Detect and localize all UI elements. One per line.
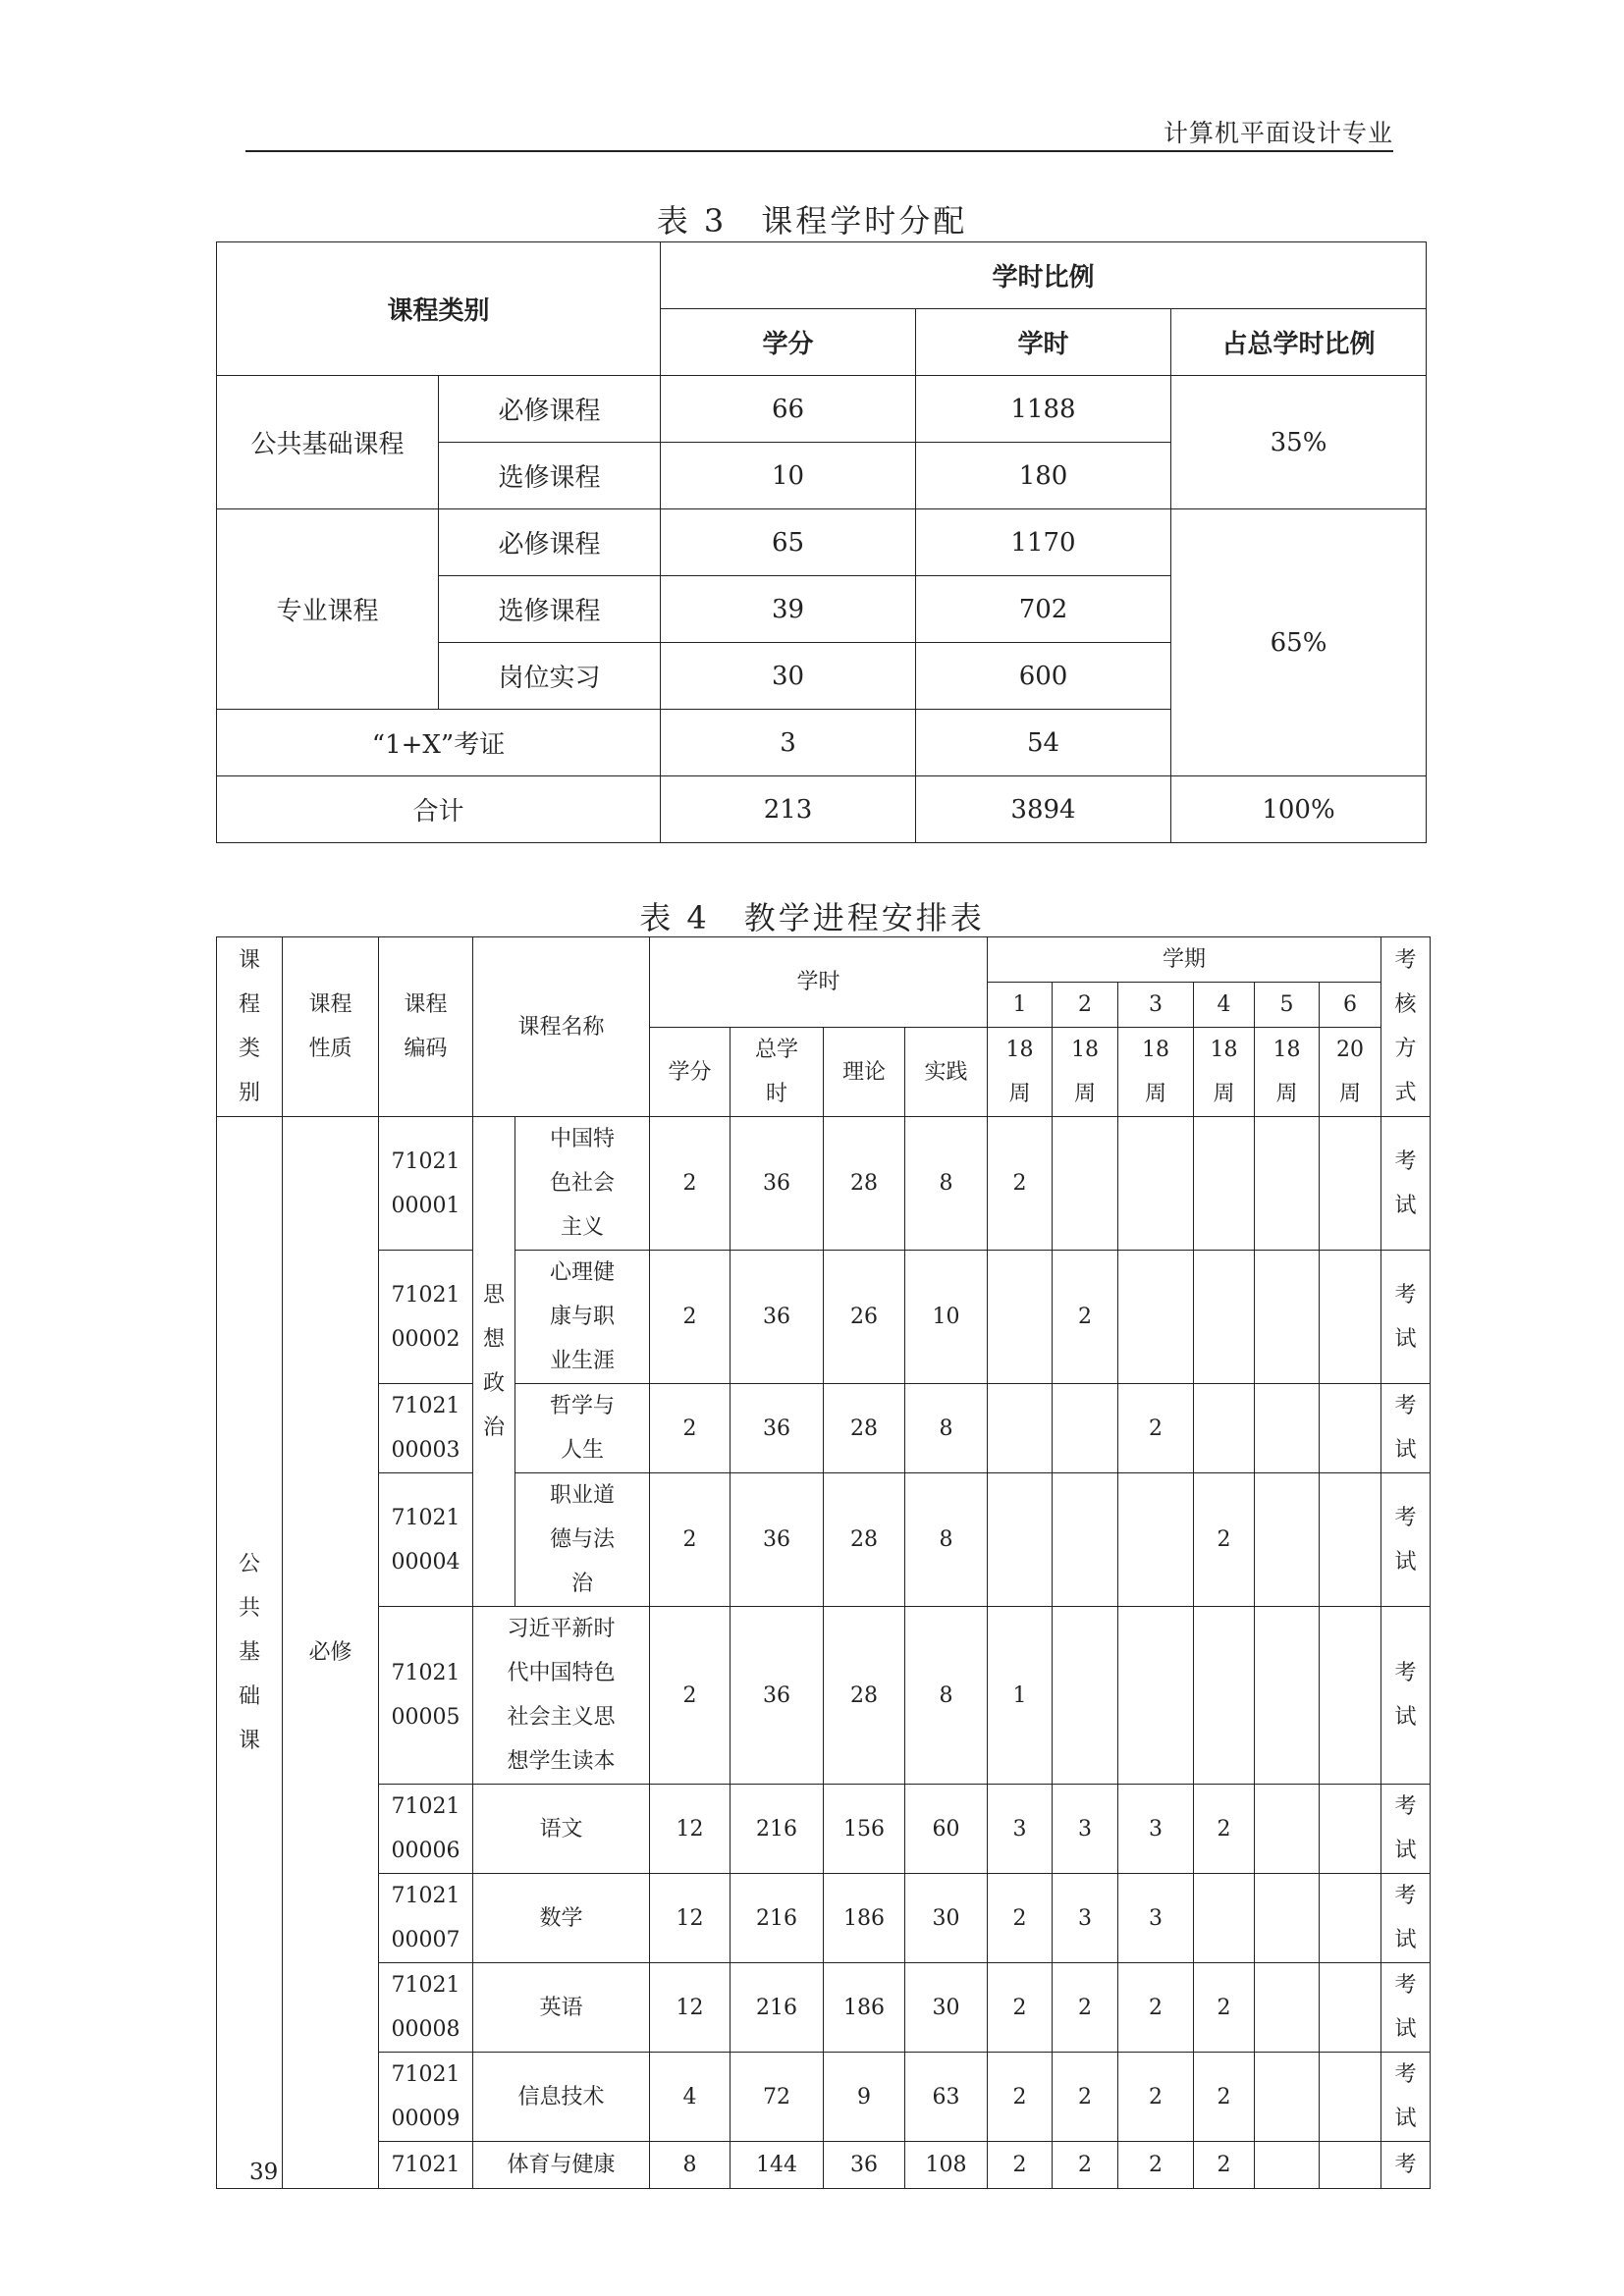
header-exam: 考 核 方 式 (1381, 937, 1431, 1117)
semester-hours-cell: 2 (988, 2142, 1053, 2189)
semester-hours-cell (1320, 1251, 1381, 1384)
theory-cell: 28 (824, 1117, 905, 1251)
theory-cell: 28 (824, 1473, 905, 1607)
semester-hours-cell (1255, 1473, 1320, 1607)
total-hours-cell: 36 (731, 1384, 824, 1473)
exam-cell: 考 试 (1381, 1251, 1431, 1384)
semester-hours-cell (1255, 1384, 1320, 1473)
header-nature: 课程 性质 (283, 937, 379, 1117)
semester-hours-cell (1194, 1384, 1255, 1473)
course-name: 中国特 色社会 主义 (515, 1117, 650, 1251)
exam-cell: 考 试 (1381, 1963, 1431, 2053)
theory-cell: 28 (824, 1607, 905, 1785)
cell-credits: 65 (661, 509, 916, 576)
header-credits: 学分 (661, 309, 916, 376)
credits-cell: 12 (650, 1963, 731, 2053)
sub-internship: 岗位实习 (439, 643, 661, 710)
header-name: 课程名称 (473, 937, 650, 1117)
cell-hours: 1170 (916, 509, 1171, 576)
semester-hours-cell (988, 1473, 1053, 1607)
semester-hours-cell (1118, 1117, 1194, 1251)
table-row (217, 1874, 1431, 1963)
cell-percent: 100% (1171, 776, 1427, 843)
credits-cell: 12 (650, 1785, 731, 1874)
exam-cell: 考 试 (1381, 1384, 1431, 1473)
cat-public-basic: 公共基础课程 (217, 376, 439, 509)
course-name: 数学 (473, 1874, 650, 1963)
credits-cell: 12 (650, 1874, 731, 1963)
semester-hours-cell (1255, 1785, 1320, 1874)
credits-cell: 4 (650, 2053, 731, 2142)
semester-hours-cell (1320, 1473, 1381, 1607)
table4-caption: 表 4 教学进程安排表 (639, 899, 985, 936)
cat-major: 专业课程 (217, 509, 439, 710)
semester-hours-cell: 2 (1053, 1251, 1118, 1384)
credits-cell: 2 (650, 1607, 731, 1785)
cell-credits: 213 (661, 776, 916, 843)
semester-hours-cell (1255, 1874, 1320, 1963)
course-code: 71021 00003 (379, 1384, 473, 1473)
semester-hours-cell: 2 (1053, 2142, 1118, 2189)
subgroup-cell: 思 想 政 治 (473, 1117, 515, 1607)
header-semester-number: 3 (1118, 983, 1194, 1028)
semester-hours-cell: 2 (1194, 1473, 1255, 1607)
semester-hours-cell: 2 (988, 2053, 1053, 2142)
cell-hours: 180 (916, 443, 1171, 509)
semester-hours-cell (1255, 2053, 1320, 2142)
cell-percent: 35% (1171, 376, 1427, 509)
course-name: 信息技术 (473, 2053, 650, 2142)
theory-cell: 36 (824, 2142, 905, 2189)
cell-credits: 3 (661, 710, 916, 776)
course-name: 习近平新时 代中国特色 社会主义思 想学生读本 (473, 1607, 650, 1785)
semester-hours-cell: 2 (1194, 1963, 1255, 2053)
course-name: 职业道 德与法 治 (515, 1473, 650, 1607)
header-semester-group: 学期 (988, 937, 1381, 983)
header-weeks: 20 周 (1320, 1028, 1381, 1117)
header-practice: 实践 (905, 1028, 988, 1117)
total-hours-cell: 36 (731, 1473, 824, 1607)
practice-cell: 30 (905, 1963, 988, 2053)
course-name: 语文 (473, 1785, 650, 1874)
header-weeks: 18 周 (1255, 1028, 1320, 1117)
semester-hours-cell: 2 (1118, 2053, 1194, 2142)
semester-hours-cell: 2 (1118, 1384, 1194, 1473)
practice-cell: 8 (905, 1384, 988, 1473)
credits-cell: 2 (650, 1473, 731, 1607)
semester-hours-cell (1320, 1384, 1381, 1473)
theory-cell: 156 (824, 1785, 905, 1874)
course-hours-table (216, 241, 1427, 843)
header-weeks: 18 周 (1118, 1028, 1194, 1117)
total-hours-cell: 216 (731, 1874, 824, 1963)
exam-cell: 考 (1381, 2142, 1431, 2189)
credits-cell: 2 (650, 1251, 731, 1384)
course-code: 71021 00005 (379, 1607, 473, 1785)
cell-hours: 1188 (916, 376, 1171, 443)
total-hours-cell: 36 (731, 1251, 824, 1384)
semester-hours-cell (1194, 1874, 1255, 1963)
header-credits: 学分 (650, 1028, 731, 1117)
table-row (217, 1607, 1431, 1785)
semester-hours-cell (1053, 1384, 1118, 1473)
exam-cell: 考 试 (1381, 1785, 1431, 1874)
header-semester-number: 5 (1255, 983, 1320, 1028)
course-code: 71021 (379, 2142, 473, 2189)
semester-hours-cell (1194, 1607, 1255, 1785)
practice-cell: 30 (905, 1874, 988, 1963)
semester-hours-cell (1255, 1607, 1320, 1785)
practice-cell: 60 (905, 1785, 988, 1874)
sub-elective: 选修课程 (439, 443, 661, 509)
semester-hours-cell (1118, 1473, 1194, 1607)
course-code: 71021 00007 (379, 1874, 473, 1963)
semester-hours-cell: 1 (988, 1607, 1053, 1785)
header-hours: 学时 (916, 309, 1171, 376)
header-category: 课程类别 (217, 242, 661, 376)
semester-hours-cell: 2 (1053, 1963, 1118, 2053)
course-name: 哲学与 人生 (515, 1384, 650, 1473)
table-row (217, 2142, 1431, 2189)
header-semester-number: 6 (1320, 983, 1381, 1028)
credits-cell: 2 (650, 1384, 731, 1473)
table-row (217, 1963, 1431, 2053)
practice-cell: 8 (905, 1117, 988, 1251)
table-row (217, 1384, 1431, 1473)
sub-elective: 选修课程 (439, 576, 661, 643)
semester-hours-cell: 3 (1118, 1874, 1194, 1963)
header-weeks: 18 周 (988, 1028, 1053, 1117)
exam-cell: 考 试 (1381, 1607, 1431, 1785)
semester-hours-cell: 2 (1194, 2142, 1255, 2189)
table-row (217, 1117, 1431, 1251)
cell-hours: 600 (916, 643, 1171, 710)
semester-hours-cell: 2 (1118, 2142, 1194, 2189)
practice-cell: 63 (905, 2053, 988, 2142)
row-total-label: 合计 (217, 776, 661, 843)
semester-hours-cell (1320, 1117, 1381, 1251)
course-name: 英语 (473, 1963, 650, 2053)
semester-hours-cell (1118, 1607, 1194, 1785)
cell-credits: 10 (661, 443, 916, 509)
semester-hours-cell: 2 (1194, 2053, 1255, 2142)
semester-hours-cell: 2 (1118, 1963, 1194, 2053)
practice-cell: 8 (905, 1473, 988, 1607)
cell-credits: 30 (661, 643, 916, 710)
table-row (217, 1785, 1431, 1874)
semester-hours-cell (988, 1251, 1053, 1384)
exam-cell: 考 试 (1381, 2053, 1431, 2142)
table-row (217, 1473, 1431, 1607)
semester-hours-cell: 2 (988, 1963, 1053, 2053)
total-hours-cell: 72 (731, 2053, 824, 2142)
semester-hours-cell (1194, 1117, 1255, 1251)
header-semester-number: 2 (1053, 983, 1118, 1028)
practice-cell: 8 (905, 1607, 988, 1785)
semester-hours-cell (1255, 1251, 1320, 1384)
semester-hours-cell: 2 (988, 1117, 1053, 1251)
header-semester-number: 4 (1194, 983, 1255, 1028)
semester-hours-cell: 3 (988, 1785, 1053, 1874)
theory-cell: 26 (824, 1251, 905, 1384)
table-row (217, 1251, 1431, 1384)
semester-hours-cell (1320, 2053, 1381, 2142)
course-code: 71021 00001 (379, 1117, 473, 1251)
course-code: 71021 00006 (379, 1785, 473, 1874)
semester-hours-cell (1053, 1117, 1118, 1251)
total-hours-cell: 216 (731, 1963, 824, 2053)
exam-cell: 考 试 (1381, 1874, 1431, 1963)
header-total: 总学 时 (731, 1028, 824, 1117)
teaching-schedule-table (216, 936, 1431, 2189)
header-hours-group: 学时 (650, 937, 988, 1028)
table3-caption: 表 3 课程学时分配 (656, 202, 968, 240)
table-row (217, 2053, 1431, 2142)
semester-hours-cell (1255, 1963, 1320, 2053)
semester-hours-cell (1320, 1874, 1381, 1963)
theory-cell: 186 (824, 1963, 905, 2053)
header-weeks: 18 周 (1194, 1028, 1255, 1117)
cell-hours: 702 (916, 576, 1171, 643)
semester-hours-cell: 3 (1053, 1785, 1118, 1874)
total-hours-cell: 144 (731, 2142, 824, 2189)
semester-hours-cell (1255, 2142, 1320, 2189)
sub-required: 必修课程 (439, 376, 661, 443)
cell-percent: 65% (1171, 509, 1427, 776)
header-ratio-group: 学时比例 (661, 242, 1427, 309)
semester-hours-cell: 3 (1118, 1785, 1194, 1874)
semester-hours-cell: 2 (1053, 2053, 1118, 2142)
cat-certification: “1+X”考证 (217, 710, 661, 776)
semester-hours-cell: 2 (988, 1874, 1053, 1963)
total-hours-cell: 36 (731, 1117, 824, 1251)
semester-hours-cell (1053, 1473, 1118, 1607)
semester-hours-cell (1320, 1963, 1381, 2053)
exam-cell: 考 试 (1381, 1473, 1431, 1607)
page-number: 39 (249, 2160, 279, 2185)
header-code: 课程 编码 (379, 937, 473, 1117)
nature-cell: 必修 (283, 1117, 379, 2189)
course-name: 心理健 康与职 业生涯 (515, 1251, 650, 1384)
cell-credits: 66 (661, 376, 916, 443)
cell-hours: 3894 (916, 776, 1171, 843)
category-cell: 公 共 基 础 课 (217, 1117, 283, 2189)
header-category: 课 程 类 别 (217, 937, 283, 1117)
cell-credits: 39 (661, 576, 916, 643)
semester-hours-cell (1118, 1251, 1194, 1384)
semester-hours-cell (1053, 1607, 1118, 1785)
cell-hours: 54 (916, 710, 1171, 776)
semester-hours-cell: 2 (1194, 1785, 1255, 1874)
credits-cell: 2 (650, 1117, 731, 1251)
running-header: 计算机平面设计专业 (1163, 119, 1393, 147)
practice-cell: 10 (905, 1251, 988, 1384)
header-rule (245, 150, 1393, 152)
total-hours-cell: 216 (731, 1785, 824, 1874)
semester-hours-cell (988, 1384, 1053, 1473)
course-name: 体育与健康 (473, 2142, 650, 2189)
course-code: 71021 00002 (379, 1251, 473, 1384)
course-code: 71021 00009 (379, 2053, 473, 2142)
practice-cell: 108 (905, 2142, 988, 2189)
semester-hours-cell (1320, 2142, 1381, 2189)
semester-hours-cell (1320, 1607, 1381, 1785)
exam-cell: 考 试 (1381, 1117, 1431, 1251)
credits-cell: 8 (650, 2142, 731, 2189)
sub-required: 必修课程 (439, 509, 661, 576)
semester-hours-cell (1255, 1117, 1320, 1251)
header-theory: 理论 (824, 1028, 905, 1117)
theory-cell: 28 (824, 1384, 905, 1473)
semester-hours-cell (1320, 1785, 1381, 1874)
course-code: 71021 00008 (379, 1963, 473, 2053)
course-code: 71021 00004 (379, 1473, 473, 1607)
theory-cell: 9 (824, 2053, 905, 2142)
header-percent: 占总学时比例 (1171, 309, 1427, 376)
theory-cell: 186 (824, 1874, 905, 1963)
header-weeks: 18 周 (1053, 1028, 1118, 1117)
header-semester-number: 1 (988, 983, 1053, 1028)
semester-hours-cell (1194, 1251, 1255, 1384)
total-hours-cell: 36 (731, 1607, 824, 1785)
semester-hours-cell: 3 (1053, 1874, 1118, 1963)
